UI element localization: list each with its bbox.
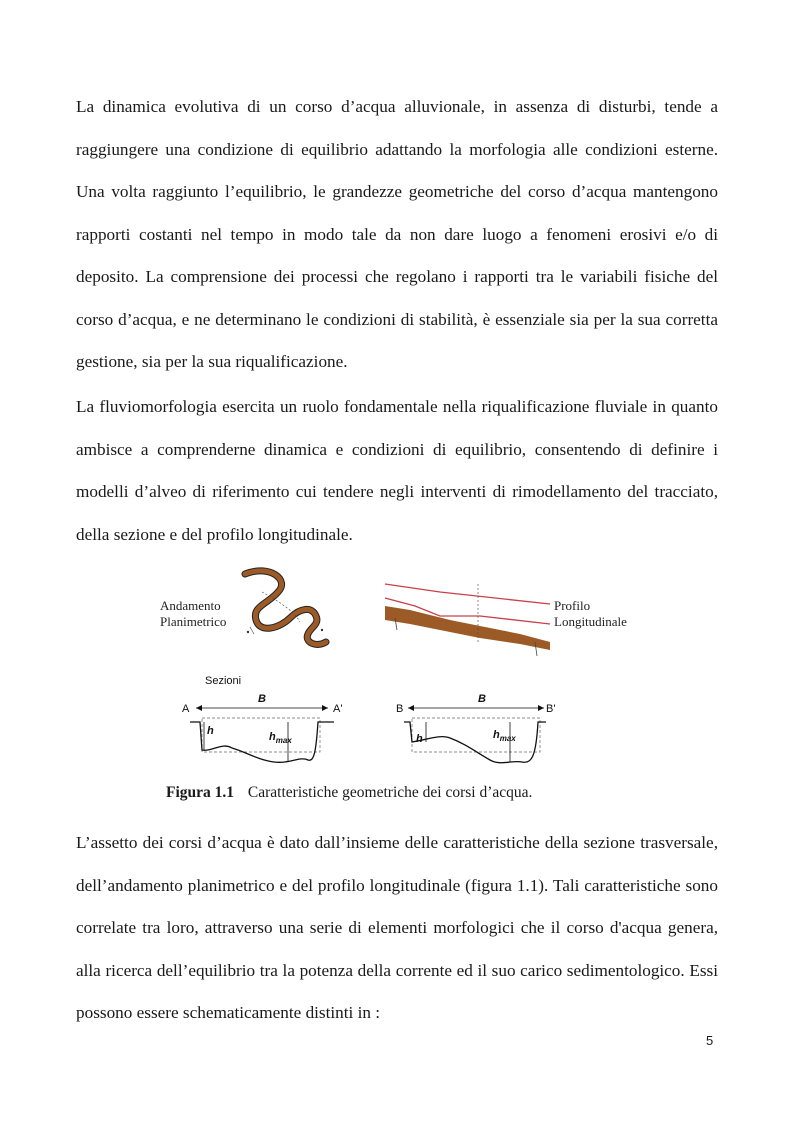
planimetric-diagram — [160, 571, 326, 645]
section-b-diagram — [396, 693, 555, 763]
svg-text:B: B — [478, 693, 486, 705]
label-planimetrico: Planimetrico — [160, 614, 227, 629]
label-longitudinale: Longitudinale — [554, 614, 627, 629]
svg-text:B: B — [258, 693, 266, 705]
svg-text:A: A — [182, 703, 190, 715]
svg-text:A': A' — [333, 703, 343, 715]
svg-text:hmax: $h_{max}$ — [493, 729, 516, 743]
caption-number: Figura 1.1 — [166, 784, 235, 801]
paragraph-2: La fluviomorfologia esercita un ruolo fondamentale nella riqualificazione fluviale in quanto ambisce a comprenderne dinamica e condizioni di equilibrio, consentendo di definire i modelli d’alveo di riferimento cui tendere negli interventi di rimodellamento del tracciato, della sezione e del profilo longitudinale. — [76, 397, 718, 544]
caption-text: Caratteristiche geometriche dei corsi d’acqua. — [247, 784, 533, 801]
svg-text:h: h — [207, 725, 214, 737]
paragraph-1: La dinamica evolutiva di un corso d’acqua alluvionale, in assenza di disturbi, tende a raggiungere una condizione di equilibrio adattando la morfologia alle condizioni esterne. Una volta raggiunto l’equilibrio, le grandezze geometriche del corso d’acqua mantengono rapporti costanti nel tempo in modo tale da non dare luogo a fenomeni erosivi e/o di deposito. La comprensione dei processi che regolano i rapporti tra le variabili fisiche del corso d’acqua, e ne determinano le condizioni di stabilità, è essenziale sia per la sua corretta gestione, sia per la sua riqualificazione. — [76, 97, 718, 371]
figure-1-1 — [150, 562, 650, 772]
figure-caption — [166, 784, 532, 802]
longitudinal-profile-diagram — [385, 584, 627, 656]
paragraph-3: L’assetto dei corsi d’acqua è dato dall’insieme delle caratteristiche della sezione trasversale, dell’andamento planimetrico e del profilo longitudinale (figura 1.1). Tali caratteristiche sono correlate tra loro, attraverso una serie di elementi morfologici che il corso d'acqua genera, alla ricerca dell’equilibrio tra la potenza della corrente ed il suo carico sedimentologico. Essi possono essere schematicamente distinti in : — [76, 833, 718, 1022]
svg-text:B': B' — [546, 703, 556, 715]
section-a-diagram — [182, 693, 342, 762]
label-andamento: Andamento — [160, 598, 221, 613]
svg-text:B: B — [396, 703, 404, 715]
svg-text:h: h — [416, 733, 423, 745]
svg-text:hmax: $h_{max}$ — [269, 731, 292, 745]
label-profilo: Profilo — [554, 598, 591, 613]
label-sezioni: Sezioni — [205, 675, 242, 687]
page-number: 5 — [706, 1033, 714, 1048]
